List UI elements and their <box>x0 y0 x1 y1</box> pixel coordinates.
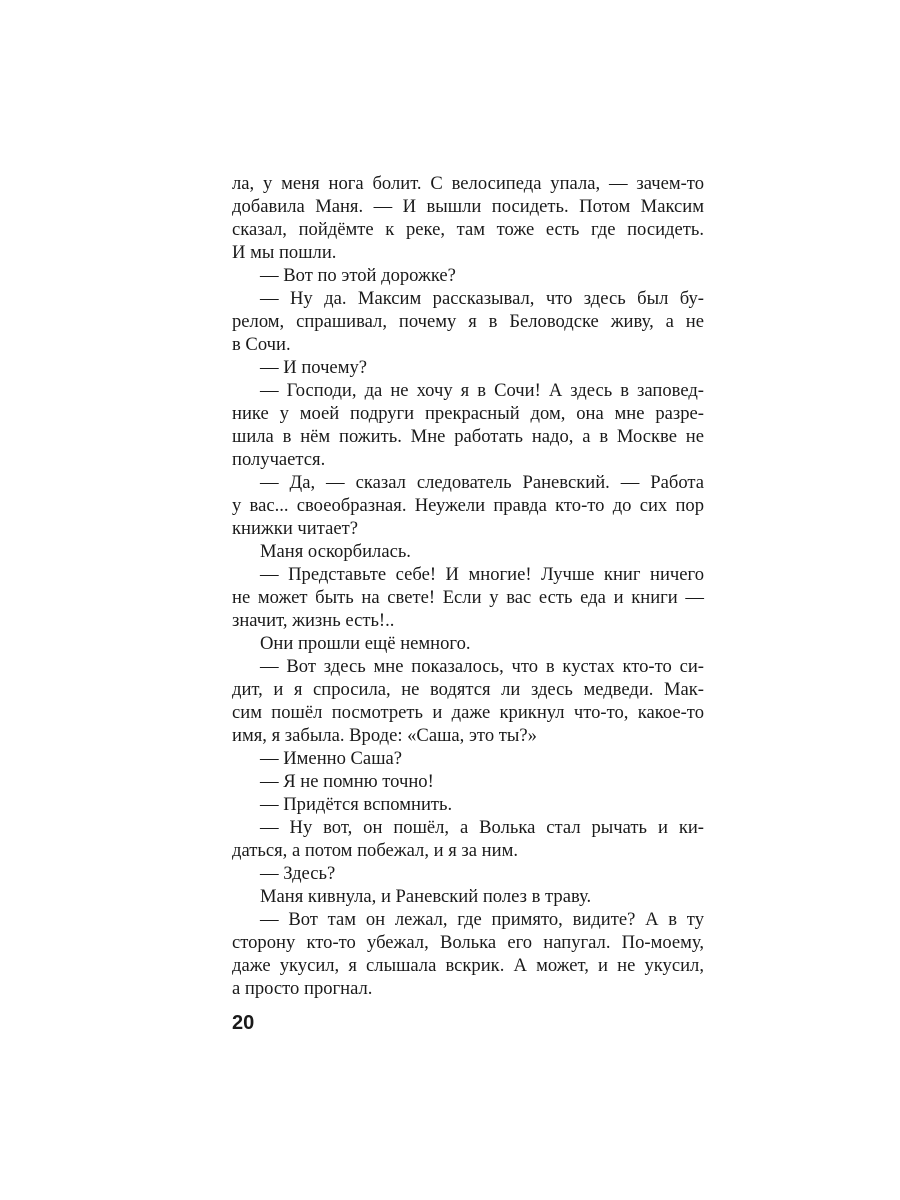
text-line: значит, жизнь есть!.. <box>232 610 395 631</box>
text-line: — Вот здесь мне показалось, что в кустах кто-то си- <box>260 656 704 677</box>
text-line: сим пошёл посмотреть и даже крикнул что-то, какое-то <box>232 702 704 723</box>
text-line: И мы пошли. <box>232 242 337 263</box>
text-line: — Вот по этой дорожке? <box>260 265 456 286</box>
text-line: даже укусил, я слышала вскрик. А может, и не укусил, <box>232 955 704 976</box>
text-line: — Ну да. Максим рассказывал, что здесь был бу- <box>260 288 704 309</box>
text-line: Маня кивнула, и Раневский полез в траву. <box>260 886 592 907</box>
page-number: 20 <box>232 1012 255 1034</box>
text-line: релом, спрашивал, почему я в Беловодске живу, а не <box>232 311 704 332</box>
text-line: книжки читает? <box>232 518 358 539</box>
text-line: добавила Маня. — И вышли посидеть. Потом Максим <box>232 196 704 217</box>
text-line: даться, а потом побежал, и я за ним. <box>232 840 518 861</box>
text-line: у вас... своеобразная. Неужели правда кто-то до сих пор <box>232 495 704 516</box>
text-line: — И почему? <box>260 357 368 378</box>
text-line: — Вот там он лежал, где примято, видите? А в ту <box>260 909 704 930</box>
text-line: сторону кто-то убежал, Волька его напугал. По-моему, <box>232 932 704 953</box>
text-line: — Придётся вспомнить. <box>260 794 453 815</box>
text-line: имя, я забыла. Вроде: «Саша, это ты?» <box>232 725 537 746</box>
text-line: получается. <box>232 449 326 470</box>
text-line: сказал, пойдёмте к реке, там тоже есть где посидеть. <box>232 219 704 240</box>
text-line: — Здесь? <box>260 863 336 884</box>
text-line: ла, у меня нога болит. С велосипеда упала, — зачем-то <box>232 173 704 194</box>
text-line: не может быть на свете! Если у вас есть еда и книги — <box>232 587 704 608</box>
text-line: нике у моей подруги прекрасный дом, она мне разре- <box>232 403 704 424</box>
text-line: Маня оскорбилась. <box>260 541 411 562</box>
text-line: шила в нём пожить. Мне работать надо, а в Москве не <box>232 426 704 447</box>
text-line: — Ну вот, он пошёл, а Волька стал рычать и ки- <box>260 817 704 838</box>
text-line: а просто прогнал. <box>232 978 373 999</box>
text-line: — Да, — сказал следователь Раневский. — Работа <box>260 472 704 493</box>
text-line: Они прошли ещё немного. <box>260 633 471 654</box>
text-line: — Представьте себе! И многие! Лучше книг ничего <box>260 564 704 585</box>
text-line: — Господи, да не хочу я в Сочи! А здесь в заповед- <box>260 380 704 401</box>
text-line: в Сочи. <box>232 334 291 355</box>
text-line: — Я не помню точно! <box>260 771 434 792</box>
page-body-text <box>232 172 704 1000</box>
text-line: — Именно Саша? <box>260 748 403 769</box>
text-line: дит, и я спросила, не водятся ли здесь медведи. Мак- <box>232 679 704 700</box>
